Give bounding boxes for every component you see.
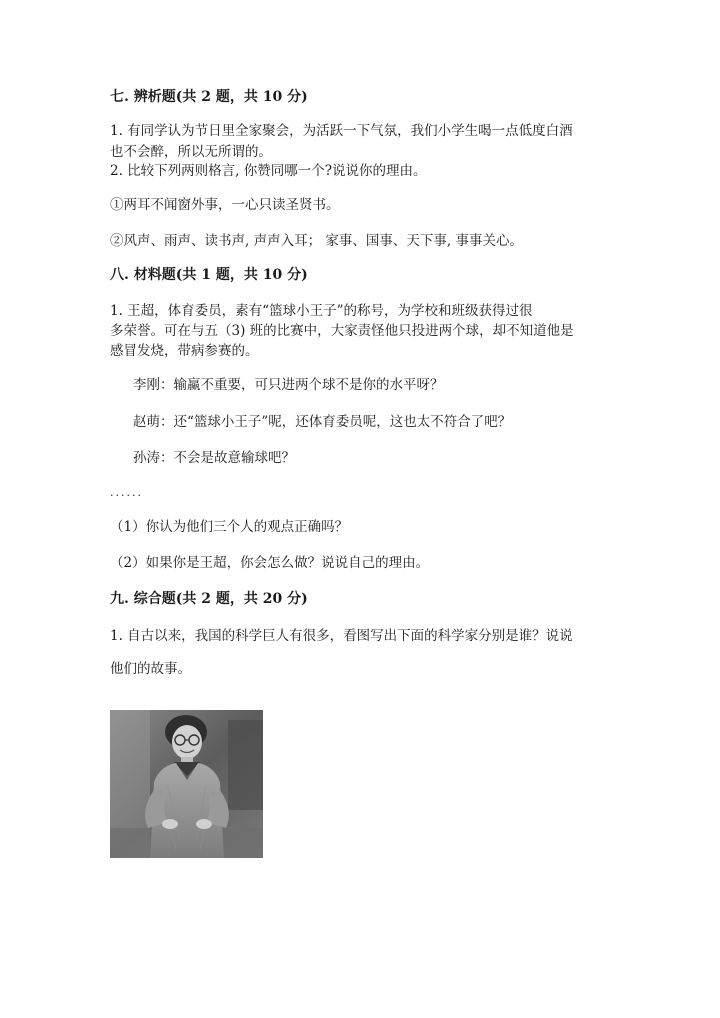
material-paragraph-line-1: 1. 王超，体育委员，素有“篮球小王子”的称号，为学校和班级获得过很: [110, 303, 533, 319]
material-paragraph-line-3: 感冒发烧，带病参赛的。: [110, 343, 259, 359]
question-7-1-line-1: 1. 有同学认为节日里全家聚会，为活跃一下气氛，我们小学生喝一点低度白酒: [110, 123, 573, 139]
scientist-photo-graphic: [110, 710, 263, 858]
question-7-1-line-2: 也不会醉，所以无所谓的。: [110, 144, 272, 160]
sub-question-1: （1）你认为他们三个人的观点正确吗？: [110, 519, 349, 535]
dialog-li-gang: 李刚：输赢不重要，可只进两个球不是你的水平呀？: [133, 377, 444, 393]
material-paragraph-line-2: 多荣誉。可在与五（3) 班的比赛中，大家责怪他只投进两个球，却不知道他是: [110, 323, 574, 339]
maxim-2: ②风声、雨声、读书声, 声声入耳； 家事、国事、天下事, 事事关心。: [110, 233, 523, 249]
section-7-heading: 七. 辨析题(共 2 题，共 10 分): [110, 89, 308, 105]
sub-question-2: （2）如果你是王超，你会怎么做？说说自己的理由。: [110, 555, 430, 571]
section-9-heading: 九. 综合题(共 2 题，共 20 分): [110, 591, 308, 607]
maxim-1: ①两耳不闻窗外事，一心只读圣贤书。: [110, 197, 340, 213]
scientist-photo: [110, 710, 263, 858]
question-7-2: 2. 比较下列两则格言, 你赞同哪一个?说说你的理由。: [110, 163, 427, 179]
question-9-1-line-1: 1. 自古以来，我国的科学巨人有很多，看图写出下面的科学家分别是谁？说说: [110, 628, 573, 644]
ellipsis: ......: [110, 486, 143, 499]
dialog-zhao-meng: 赵萌：还“篮球小王子”呢，还体育委员呢，这也太不符合了吧？: [133, 414, 512, 430]
section-8-heading: 八. 材料题(共 1 题，共 10 分): [110, 267, 308, 283]
question-9-1-line-2: 他们的故事。: [110, 661, 191, 677]
dialog-sun-tao: 孙涛：不会是故意输球吧？: [133, 450, 295, 466]
